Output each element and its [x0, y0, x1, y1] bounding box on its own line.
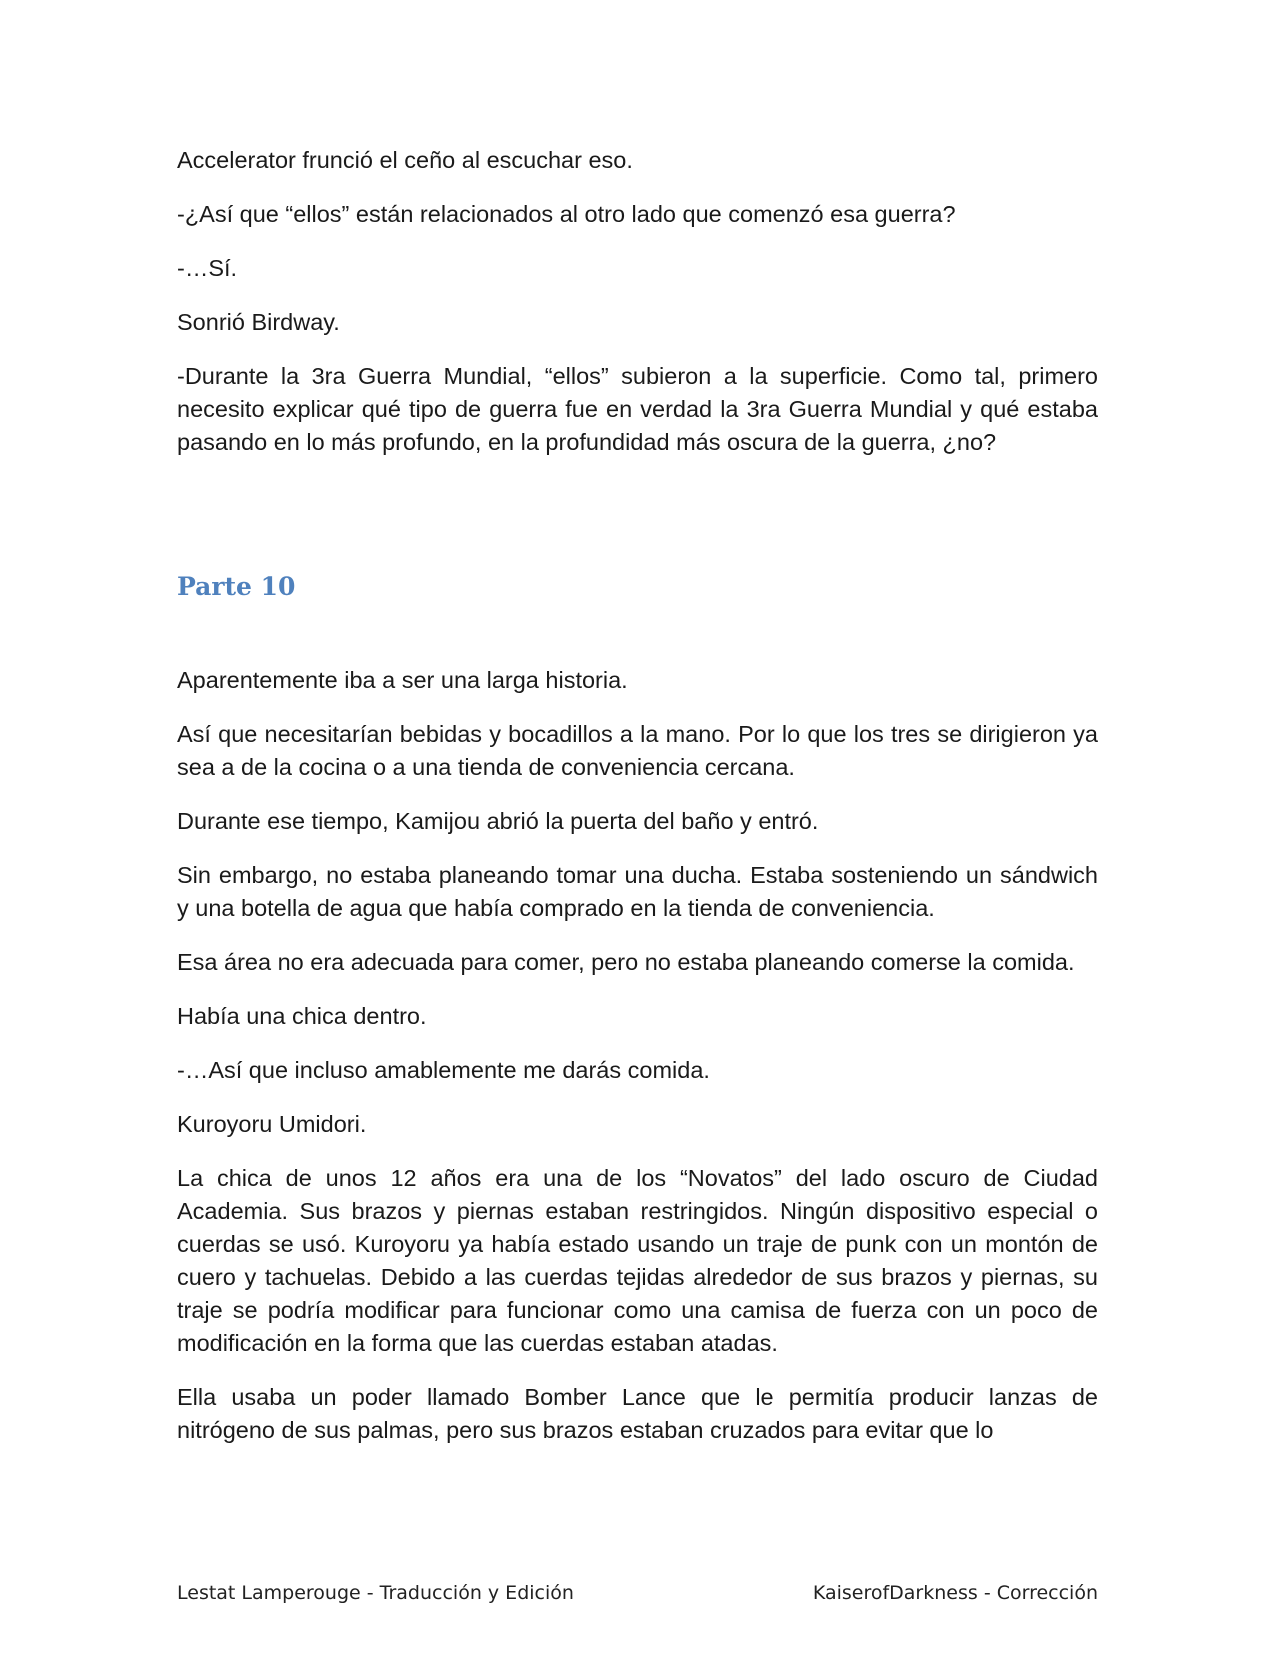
paragraph: -Durante la 3ra Guerra Mundial, “ellos” subieron a la superficie. Como tal, primero necesito explicar qué tipo de guerra fue en verdad la 3ra Guerra Mundial y qué estaba pasando en lo más profundo, en la profundidad más oscura de la guerra, ¿no?	[177, 363, 1098, 455]
text-block-top	[177, 144, 1098, 480]
section-heading: Parte 10	[177, 572, 296, 601]
paragraph: La chica de unos 12 años era una de los “Novatos” del lado oscuro de Ciudad Academia. Sus brazos y piernas estaban restringidos. Ningún dispositivo especial o cuerdas se usó. Kuroyoru ya había estado usando un traje de punk con un montón de cuero y tachuelas. Debido a las cuerdas tejidas alrededor de sus brazos y piernas, su traje se podría modificar para funcionar como una camisa de fuerza con un poco de modificación en la forma que las cuerdas estaban atadas.	[177, 1165, 1098, 1356]
paragraph: Esa área no era adecuada para comer, pero no estaba planeando comerse la comida.	[177, 949, 1075, 975]
paragraph: -…Así que incluso amablemente me darás comida.	[177, 1057, 710, 1083]
paragraph: -…Sí.	[177, 255, 238, 281]
paragraph: Ella usaba un poder llamado Bomber Lance que le permitía producir lanzas de nitrógeno de sus palmas, pero sus brazos estaban cruzados para evitar que lo	[177, 1384, 1098, 1443]
paragraph: -¿Así que “ellos” están relacionados al otro lado que comenzó esa guerra?	[177, 201, 956, 227]
footer-right: KaiserofDarkness - Corrección	[812, 1582, 1098, 1604]
text-block-bottom	[177, 664, 1098, 1468]
footer-left: Lestat Lamperouge - Traducción y Edición	[177, 1582, 574, 1604]
paragraph: Sonrió Birdway.	[177, 309, 340, 335]
page-footer	[177, 1582, 1098, 1604]
paragraph: Aparentemente iba a ser una larga historia.	[177, 667, 628, 693]
paragraph: Había una chica dentro.	[177, 1003, 427, 1029]
paragraph: Sin embargo, no estaba planeando tomar una ducha. Estaba sosteniendo un sándwich y una botella de agua que había comprado en la tienda de conveniencia.	[177, 862, 1098, 921]
paragraph: Así que necesitarían bebidas y bocadillos a la mano. Por lo que los tres se dirigieron ya sea a de la cocina o a una tienda de conveniencia cercana.	[177, 721, 1098, 780]
paragraph: Durante ese tiempo, Kamijou abrió la puerta del baño y entró.	[177, 808, 819, 834]
paragraph: Kuroyoru Umidori.	[177, 1111, 367, 1137]
paragraph: Accelerator frunció el ceño al escuchar eso.	[177, 147, 633, 173]
